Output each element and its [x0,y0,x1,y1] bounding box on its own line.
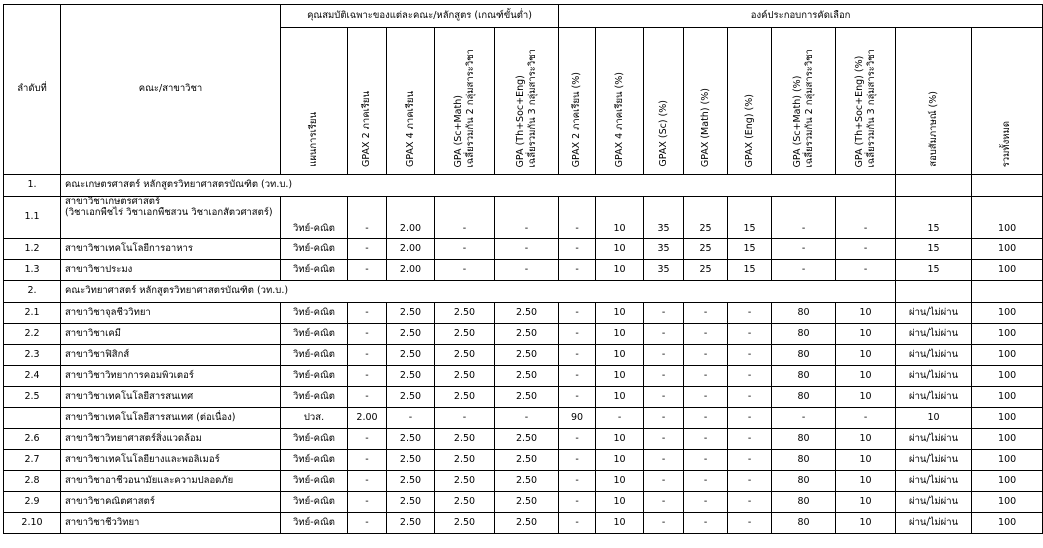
data-cell: - [559,450,596,471]
row-number: 2.1 [4,303,61,324]
header-qual-plan: แผนการเรียน [281,28,348,175]
program-name-line: สาขาวิชาฟิสิกส์ [65,348,130,360]
data-cell: 10 [596,239,644,260]
row-number: 2.6 [4,429,61,450]
data-cell: - [644,408,684,429]
data-cell: 2.50 [495,492,559,513]
data-cell: 2.00 [387,260,435,281]
data-cell: - [772,197,836,239]
program-name [61,197,281,239]
data-cell: - [728,408,772,429]
section-blank-cell [896,281,972,303]
data-cell: 80 [772,387,836,408]
program-name-line: สาขาวิชาประมง [65,263,133,275]
data-cell: ผ่าน/ไม่ผ่าน [896,429,972,450]
table-row [4,239,1043,260]
section-title: คณะเกษตรศาสตร์ หลักสูตรวิทยาศาสตรบัณฑิต (วท.บ.) [61,175,896,197]
program-name [61,324,281,345]
data-cell: 10 [596,513,644,534]
data-cell: 100 [972,345,1043,366]
header-qual-gpa-sc-math: GPA (Sc+Math) เฉลี่ยรวมกัน 2 กลุ่มสาระวิชา [435,28,495,175]
data-cell: 2.50 [435,387,495,408]
data-cell: 80 [772,429,836,450]
data-cell: 2.50 [435,303,495,324]
data-cell: 100 [972,429,1043,450]
data-cell: 15 [728,239,772,260]
data-cell: - [684,513,728,534]
data-cell: ผ่าน/ไม่ผ่าน [896,303,972,324]
data-cell: - [644,513,684,534]
data-cell: - [559,345,596,366]
data-cell: 2.50 [435,492,495,513]
data-cell: 15 [896,239,972,260]
section-row [4,175,1043,197]
data-cell: - [348,260,387,281]
data-cell: - [684,408,728,429]
data-cell: 80 [772,450,836,471]
data-cell: 80 [772,513,836,534]
header-group-qualifications: คุณสมบัติเฉพาะของแต่ละคณะ/หลักสูตร (เกณฑ์ขั้นต่ำ) [281,5,559,28]
data-cell: 35 [644,239,684,260]
data-cell: 2.00 [387,197,435,239]
table-row [4,260,1043,281]
data-cell: - [772,239,836,260]
data-cell: 2.50 [387,492,435,513]
section-blank-cell [972,281,1043,303]
header-comp-total: รวมทั้งหมด [972,28,1043,175]
data-cell: 10 [596,429,644,450]
data-cell: วิทย์-คณิต [281,513,348,534]
row-number: 1.1 [4,197,61,239]
data-cell: 10 [596,492,644,513]
data-cell: - [348,366,387,387]
data-cell: 80 [772,303,836,324]
data-cell: 90 [559,408,596,429]
data-cell: - [387,408,435,429]
data-cell: วิทย์-คณิต [281,303,348,324]
table-row [4,387,1043,408]
data-cell: - [559,492,596,513]
data-cell: 2.50 [387,513,435,534]
data-cell: - [559,471,596,492]
data-cell: - [684,345,728,366]
data-cell: 35 [644,197,684,239]
data-cell: - [836,239,896,260]
data-cell: - [684,492,728,513]
table-row [4,366,1043,387]
section-number: 1. [4,175,61,197]
table-body [4,175,1043,534]
data-cell: 2.50 [495,324,559,345]
data-cell: - [644,387,684,408]
section-blank-cell [972,175,1043,197]
data-cell: - [348,513,387,534]
header-comp-eng: GPAX (Eng) (%) [728,28,772,175]
row-number [4,408,61,429]
data-cell: - [348,197,387,239]
header-comp-sc: GPAX (Sc) (%) [644,28,684,175]
data-cell: 10 [836,513,896,534]
header-no: ลำดับที่ [4,5,61,175]
program-name [61,408,281,429]
data-cell: 100 [972,450,1043,471]
data-cell: - [836,260,896,281]
data-cell: 2.50 [495,471,559,492]
program-name [61,239,281,260]
header-group-components: องค์ประกอบการคัดเลือก [559,5,1043,28]
data-cell: ผ่าน/ไม่ผ่าน [896,471,972,492]
header-comp-math: GPAX (Math) (%) [684,28,728,175]
table-row [4,513,1043,534]
row-number: 2.2 [4,324,61,345]
data-cell: 80 [772,345,836,366]
row-number: 1.2 [4,239,61,260]
program-name [61,345,281,366]
program-name-line: สาขาวิชาอาชีวอนามัยและความปลอดภัย [65,474,234,486]
table-row [4,197,1043,239]
data-cell: ผ่าน/ไม่ผ่าน [896,366,972,387]
data-cell: 10 [596,324,644,345]
data-cell: - [559,387,596,408]
data-cell: - [684,303,728,324]
data-cell: - [495,197,559,239]
data-cell: 10 [596,345,644,366]
data-cell: ผ่าน/ไม่ผ่าน [896,387,972,408]
program-name [61,429,281,450]
data-cell: วิทย์-คณิต [281,429,348,450]
data-cell: - [348,303,387,324]
data-cell: 10 [836,429,896,450]
data-cell: 10 [596,471,644,492]
data-cell: - [728,366,772,387]
data-cell: - [495,408,559,429]
data-cell: - [728,345,772,366]
table-row [4,471,1043,492]
program-name [61,303,281,324]
table-row [4,450,1043,471]
table-row [4,345,1043,366]
data-cell: 2.50 [387,345,435,366]
header-comp-gpa-sc-math: GPA (Sc+Math) (%) เฉลี่ยรวมกัน 2 กลุ่มสาระวิชา [772,28,836,175]
data-cell: - [348,324,387,345]
program-name-line: สาขาวิชาเคมี [65,327,121,339]
data-cell: 25 [684,239,728,260]
data-cell: - [684,450,728,471]
row-number: 2.3 [4,345,61,366]
data-cell: 100 [972,197,1043,239]
header-qual-gpa-th-soc-eng: GPA (Th+Soc+Eng) เฉลี่ยรวมกัน 3 กลุ่มสาระวิชา [495,28,559,175]
data-cell: 2.50 [387,324,435,345]
program-name-line: สาขาวิชาเทคโนโลยีสารสนเทศ [65,390,194,402]
data-cell: - [644,471,684,492]
data-cell: - [772,408,836,429]
program-name [61,513,281,534]
data-cell: 100 [972,303,1043,324]
data-cell: 25 [684,260,728,281]
program-name-line-2: (วิชาเอกพืชไร่ วิชาเอกพืชสวน วิชาเอกสัตวศาสตร์) [65,206,273,218]
data-cell: 100 [972,324,1043,345]
data-cell: 100 [972,471,1043,492]
data-cell: 10 [596,260,644,281]
data-cell: 10 [836,324,896,345]
data-cell: - [559,303,596,324]
program-name-line: สาขาวิชาเกษตรศาสตร์ [65,196,161,207]
section-blank-cell [896,175,972,197]
data-cell: - [559,260,596,281]
program-name-line: สาขาวิชาชีววิทยา [65,516,140,528]
data-cell: - [559,429,596,450]
data-cell: - [348,387,387,408]
data-cell: - [644,450,684,471]
table-row [4,324,1043,345]
data-cell: 15 [896,260,972,281]
data-cell: ปวส. [281,408,348,429]
data-cell: 2.50 [387,303,435,324]
data-cell: - [435,408,495,429]
header-comp-gpax4: GPAX 4 ภาคเรียน (%) [596,28,644,175]
data-cell: 15 [728,197,772,239]
data-cell: - [728,492,772,513]
data-cell: - [728,450,772,471]
row-number: 2.7 [4,450,61,471]
program-name [61,387,281,408]
data-cell: 10 [896,408,972,429]
header-comp-gpa-th-soc-eng: GPA (Th+Soc+Eng) (%) เฉลี่ยรวมกัน 3 กลุ่มสาระวิชา [836,28,896,175]
data-cell: - [836,197,896,239]
data-cell: 10 [596,366,644,387]
data-cell: 2.50 [435,429,495,450]
data-cell: - [495,260,559,281]
data-cell: 2.50 [387,471,435,492]
program-name-line: สาขาวิชาจุลชีววิทยา [65,306,151,318]
table-row [4,303,1043,324]
row-number: 2.9 [4,492,61,513]
data-cell: - [728,324,772,345]
data-cell: - [495,239,559,260]
data-cell: 2.50 [387,429,435,450]
row-number: 2.8 [4,471,61,492]
data-cell: - [644,492,684,513]
admission-criteria-table [3,4,1043,534]
data-cell: 100 [972,366,1043,387]
data-cell: 2.00 [348,408,387,429]
data-cell: - [644,366,684,387]
data-cell: วิทย์-คณิต [281,324,348,345]
data-cell: 10 [836,450,896,471]
data-cell: 10 [836,366,896,387]
data-cell: วิทย์-คณิต [281,471,348,492]
data-cell: 2.50 [495,366,559,387]
data-cell: - [684,366,728,387]
row-number: 1.3 [4,260,61,281]
data-cell: 10 [836,303,896,324]
data-cell: - [728,387,772,408]
data-cell: - [596,408,644,429]
data-cell: 80 [772,471,836,492]
data-cell: วิทย์-คณิต [281,450,348,471]
data-cell: วิทย์-คณิต [281,492,348,513]
section-title: คณะวิทยาศาสตร์ หลักสูตรวิทยาศาสตรบัณฑิต (วท.บ.) [61,281,896,303]
data-cell: 80 [772,492,836,513]
data-cell: ผ่าน/ไม่ผ่าน [896,513,972,534]
program-name [61,366,281,387]
program-name [61,471,281,492]
data-cell: 100 [972,387,1043,408]
data-cell: 2.50 [495,513,559,534]
header-comp-gpax2: GPAX 2 ภาคเรียน (%) [559,28,596,175]
data-cell: วิทย์-คณิต [281,197,348,239]
data-cell: วิทย์-คณิต [281,345,348,366]
header-qual-gpax2: GPAX 2 ภาคเรียน [348,28,387,175]
data-cell: 100 [972,492,1043,513]
data-cell: 2.50 [495,450,559,471]
section-number: 2. [4,281,61,303]
program-name-line: สาขาวิชาวิทยาศาสตร์สิ่งแวดล้อม [65,432,202,444]
data-cell: - [644,324,684,345]
program-name-line: สาขาวิชาเทคโนโลยีการอาหาร [65,242,193,254]
data-cell: 2.50 [495,303,559,324]
data-cell: ผ่าน/ไม่ผ่าน [896,345,972,366]
data-cell: 2.50 [435,450,495,471]
data-cell: - [348,471,387,492]
data-cell: - [559,366,596,387]
data-cell: - [348,450,387,471]
data-cell: - [559,513,596,534]
data-cell: 25 [684,197,728,239]
data-cell: - [435,197,495,239]
data-cell: - [728,303,772,324]
data-cell: 2.00 [387,239,435,260]
data-cell: - [684,429,728,450]
table-row [4,408,1043,429]
data-cell: 10 [596,303,644,324]
table-row [4,429,1043,450]
data-cell: - [836,408,896,429]
data-cell: 10 [596,450,644,471]
data-cell: - [684,324,728,345]
data-cell: - [559,197,596,239]
data-cell: 10 [596,197,644,239]
data-cell: - [559,324,596,345]
data-cell: - [728,471,772,492]
data-cell: - [435,260,495,281]
header-comp-interview: สอบสัมภาษณ์ (%) [896,28,972,175]
section-row [4,281,1043,303]
data-cell: - [348,492,387,513]
program-name-line: สาขาวิชาวิทยาการคอมพิวเตอร์ [65,369,194,381]
data-cell: - [348,429,387,450]
data-cell: 2.50 [387,450,435,471]
program-name-line: สาขาวิชาคณิตศาสตร์ [65,495,155,507]
data-cell: 2.50 [387,366,435,387]
row-number: 2.4 [4,366,61,387]
data-cell: 10 [836,492,896,513]
data-cell: - [644,429,684,450]
data-cell: - [644,303,684,324]
data-cell: 10 [836,387,896,408]
data-cell: 2.50 [495,387,559,408]
data-cell: - [348,239,387,260]
data-cell: ผ่าน/ไม่ผ่าน [896,450,972,471]
data-cell: 35 [644,260,684,281]
data-cell: 2.50 [495,345,559,366]
data-cell: วิทย์-คณิต [281,239,348,260]
row-number: 2.5 [4,387,61,408]
data-cell: 10 [836,345,896,366]
program-name [61,450,281,471]
data-cell: 80 [772,366,836,387]
data-cell: 2.50 [435,324,495,345]
data-cell: - [772,260,836,281]
data-cell: - [684,471,728,492]
data-cell: 100 [972,408,1043,429]
data-cell: 2.50 [387,387,435,408]
data-cell: 2.50 [435,366,495,387]
data-cell: 2.50 [435,471,495,492]
data-cell: 100 [972,513,1043,534]
data-cell: 10 [836,471,896,492]
table-row [4,492,1043,513]
header-program: คณะ/สาขาวิชา [61,5,281,175]
data-cell: 100 [972,260,1043,281]
program-name-line: สาขาวิชาเทคโนโลยียางและพอลิเมอร์ [65,453,220,465]
data-cell: - [644,345,684,366]
data-cell: - [728,429,772,450]
data-cell: - [435,239,495,260]
header-qual-gpax4: GPAX 4 ภาคเรียน [387,28,435,175]
data-cell: ผ่าน/ไม่ผ่าน [896,324,972,345]
program-name [61,260,281,281]
data-cell: 80 [772,324,836,345]
data-cell: วิทย์-คณิต [281,260,348,281]
data-cell: - [348,345,387,366]
data-cell: - [559,239,596,260]
data-cell: 10 [596,387,644,408]
data-cell: ผ่าน/ไม่ผ่าน [896,492,972,513]
data-cell: 100 [972,239,1043,260]
data-cell: 2.50 [435,345,495,366]
data-cell: 15 [728,260,772,281]
data-cell: 2.50 [495,429,559,450]
data-cell: วิทย์-คณิต [281,387,348,408]
data-cell: วิทย์-คณิต [281,366,348,387]
data-cell: 15 [896,197,972,239]
data-cell: - [684,387,728,408]
data-cell: - [728,513,772,534]
program-name [61,492,281,513]
program-name-line: สาขาวิชาเทคโนโลยีสารสนเทศ (ต่อเนื่อง) [65,411,236,423]
row-number: 2.10 [4,513,61,534]
data-cell: 2.50 [435,513,495,534]
